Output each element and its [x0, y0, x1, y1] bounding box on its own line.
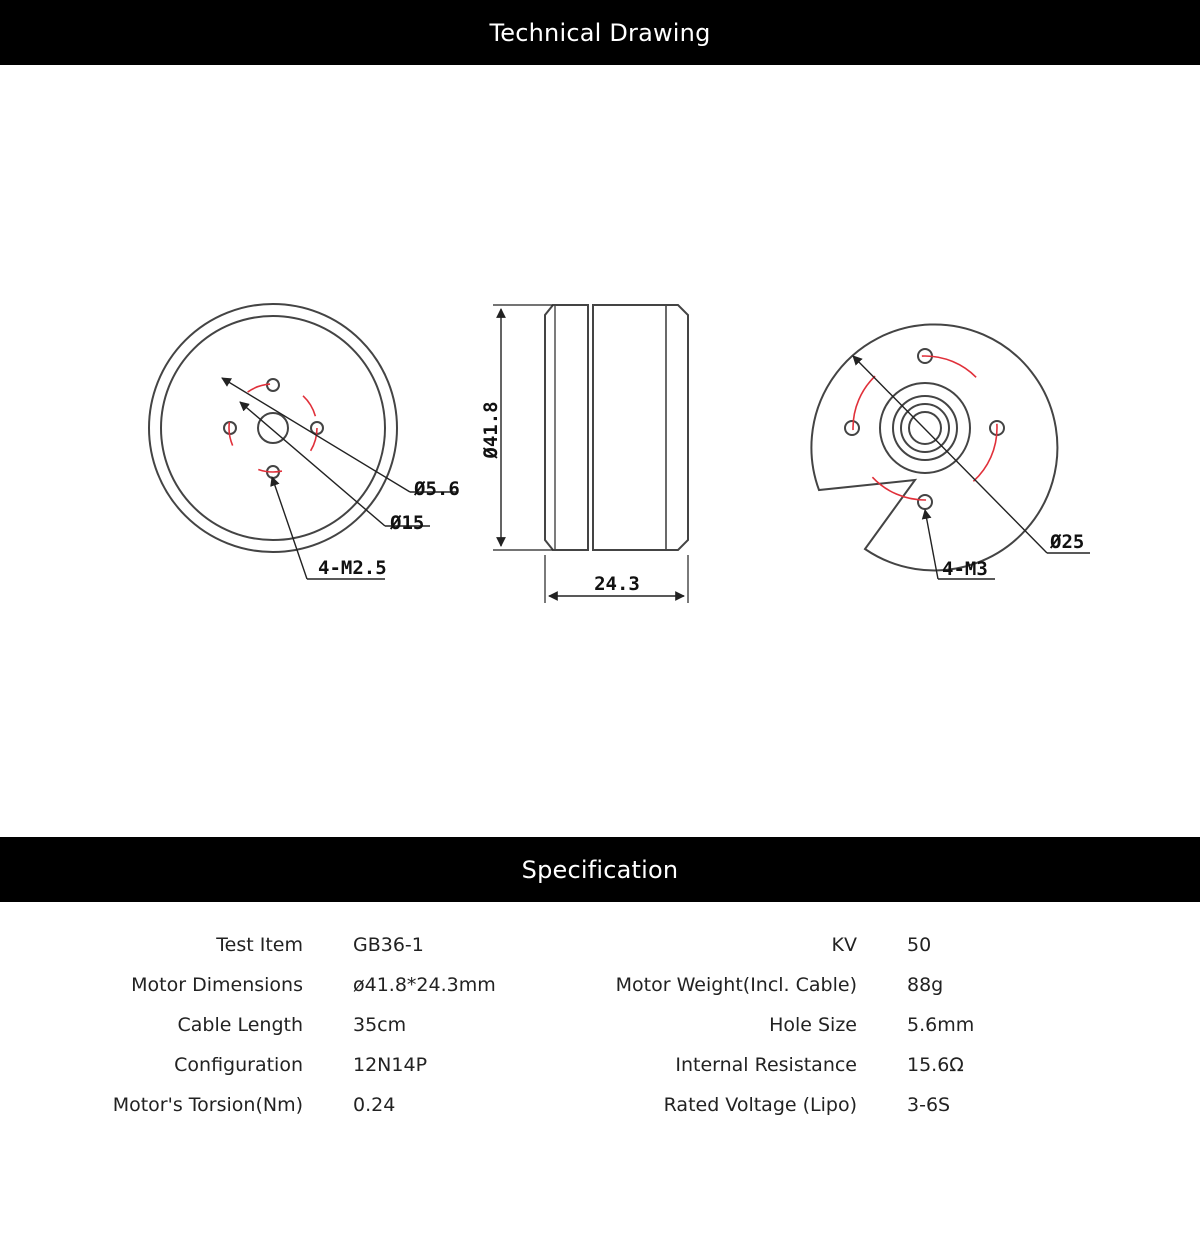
- side-diameter-dimension: Ø41.8: [480, 401, 502, 459]
- technical-drawing-title: Technical Drawing: [489, 18, 711, 47]
- spec-value: GB36-1: [353, 934, 424, 956]
- spec-label: Configuration: [174, 1054, 303, 1076]
- spec-row: [0, 934, 1200, 974]
- spec-row: [0, 974, 1200, 1014]
- side-view: [493, 305, 688, 603]
- spec-label: Motor Weight(Incl. Cable): [615, 974, 857, 996]
- spec-label: Cable Length: [177, 1014, 303, 1036]
- side-height-dimension: 24.3: [594, 573, 640, 595]
- spec-value: 0.24: [353, 1094, 396, 1116]
- front-inner-rim: [161, 316, 385, 540]
- front-hole-leader: [222, 378, 410, 492]
- spec-value: 15.6Ω: [907, 1054, 964, 1076]
- front-hole-dimension: Ø5.6: [414, 478, 460, 500]
- spec-label: Hole Size: [769, 1014, 857, 1036]
- back-screw-leader: [925, 510, 938, 579]
- spec-label: Rated Voltage (Lipo): [663, 1094, 857, 1116]
- back-pcd-dimension: Ø25: [1050, 531, 1085, 553]
- spec-row: [0, 1094, 1200, 1134]
- front-screw-leader: [272, 477, 307, 579]
- spec-value: 12N14P: [353, 1054, 428, 1076]
- front-outer-rim: [149, 304, 397, 552]
- spec-value: 3-6S: [907, 1094, 951, 1116]
- back-screw-hole-left: [845, 421, 859, 435]
- spec-label: Motor Dimensions: [131, 974, 303, 996]
- spec-label: Internal Resistance: [675, 1054, 857, 1076]
- front-pcd-dimension: Ø15: [390, 512, 425, 534]
- specification-title: Specification: [521, 855, 679, 884]
- side-bell-segment: [593, 305, 688, 550]
- back-pcd-leader: [853, 356, 1047, 553]
- specification-banner: [0, 837, 1200, 902]
- back-screw-hole-bottom: [918, 495, 932, 509]
- spec-label: Motor's Torsion(Nm): [112, 1094, 303, 1116]
- technical-drawing-svg: [0, 65, 1200, 837]
- spec-label: Test Item: [216, 934, 303, 956]
- technical-drawing-banner: [0, 0, 1200, 65]
- spec-row: [0, 1054, 1200, 1094]
- specification-table: [0, 934, 1200, 1154]
- front-view: [149, 304, 458, 579]
- spec-value: 50: [907, 934, 932, 956]
- back-view: [811, 324, 1090, 579]
- spec-label: KV: [831, 934, 857, 956]
- spec-value: 88g: [907, 974, 944, 996]
- technical-drawing: [0, 65, 1200, 837]
- spec-value: ø41.8*24.3mm: [353, 974, 496, 996]
- spec-value: 35cm: [353, 1014, 407, 1036]
- back-screw-dimension: 4-M3: [942, 558, 988, 580]
- front-screw-dimension: 4-M2.5: [318, 557, 387, 579]
- back-outer-housing: [811, 324, 1057, 570]
- spec-value: 5.6mm: [907, 1014, 975, 1036]
- spec-row: [0, 1014, 1200, 1054]
- side-base-segment: [545, 305, 588, 550]
